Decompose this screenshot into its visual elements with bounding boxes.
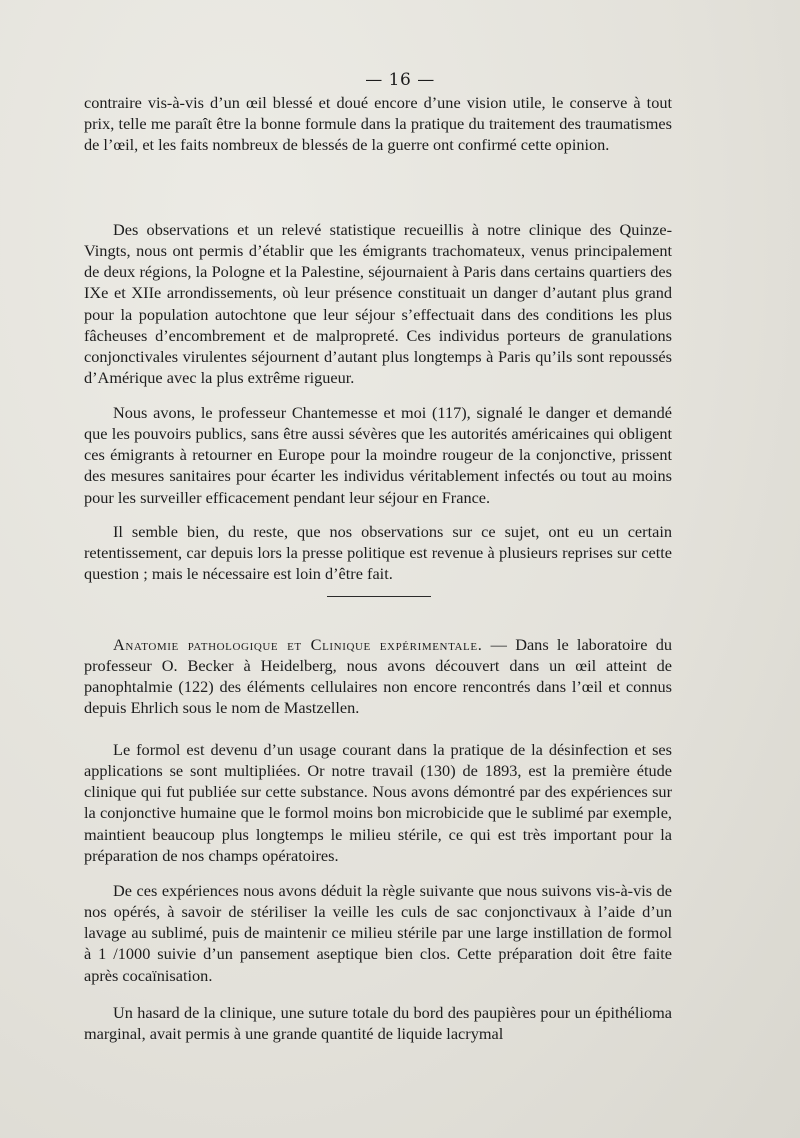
- paragraph-5: [84, 634, 672, 719]
- paragraph-1: [84, 92, 672, 155]
- paragraph-6: [84, 739, 672, 866]
- paragraph-3: [84, 402, 672, 508]
- paragraph-3-text: Nous avons, le professeur Chantemesse et moi (117), signalé le danger et demandé que les pouvoirs publics, sans être aussi sévères que les autorités américaines qui obligent ces émigrants à retourner en Europe pour la moindre rougeur de la conjonctive, prissent des mesures sanitaires pour écarter les individus véritablement infectés ou tout au moins pour les surveiller efficacement pendant leur séjour en France.: [84, 403, 672, 507]
- paragraph-7: [84, 880, 672, 986]
- paragraph-4: [84, 521, 672, 584]
- section-heading: Anatomie pathologique et Clinique expérimentale.: [113, 635, 483, 654]
- paragraph-8: [84, 1002, 672, 1044]
- paragraph-5-body: — Dans le laboratoire du professeur O. Becker à Heidelberg, nous avons découvert dans un œil atteint de panophtalmie (122) des éléments cellulaires non encore rencontrés dans l’œil et connus depuis Ehrlich sous le nom de Mastzellen.: [84, 635, 672, 718]
- section-divider: [327, 596, 431, 597]
- paragraph-5-text: [84, 634, 672, 719]
- paragraph-7-text: De ces expériences nous avons déduit la règle suivante que nous suivons vis-à-vis de nos opérés, à savoir de stériliser la veille les culs de sac conjonctivaux à l’aide d’un lavage au sublimé, puis de maintenir ce milieu stérile par une large instillation de formol à 1 /1000 suivie d’un pansement aseptique bien clos. Cette préparation doit être faite après cocaïnisation.: [84, 881, 672, 985]
- paragraph-2-text: Des observations et un relevé statistique recueillis à notre clinique des Quinze-Vingts, nous ont permis d’établir que les émigrants trachomateux, venus principalement de deux régions, la Pologne et la Palestine, séjournaient à Paris dans certains quartiers des IXe et XIIe arrondissements, où leur présence constituait un danger d’autant plus grand pour la population autochtone que leur séjour s’effectuait dans des conditions les plus fâcheuses d’encombrement et de malpropreté. Ces individus porteurs de granulations conjonctivales virulentes séjournent d’autant plus longtemps à Paris qu’ils sont repoussés d’Amérique avec la plus extrême rigueur.: [84, 220, 672, 388]
- paragraph-4-text: Il semble bien, du reste, que nos observations sur ce sujet, ont eu un certain retentissement, car depuis lors la presse politique est revenue à plusieurs reprises sur cette question ; mais le nécessaire est loin d’être fait.: [84, 522, 672, 584]
- page-number: — 16 —: [365, 70, 435, 90]
- paragraph-1-text: contraire vis-à-vis d’un œil blessé et doué encore d’une vision utile, le conserve à tout prix, telle me paraît être la bonne formule dans la pratique du traitement des traumatismes de l’œil, et les faits nombreux de blessés de la guerre ont confirmé cette opinion.: [84, 93, 672, 155]
- paragraph-6-text: Le formol est devenu d’un usage courant dans la pratique de la désinfection et ses applications se sont multipliées. Or notre travail (130) de 1893, est la première étude clinique qui fut publiée sur cette substance. Nous avons démontré par des expériences sur la conjonctive humaine que le formol moins bon microbicide que le sublimé par exemple, maintient beaucoup plus longtemps le milieu stérile, ce qui est très important pour la préparation de nos champs opératoires.: [84, 740, 672, 865]
- paragraph-8-text: Un hasard de la clinique, une suture totale du bord des paupières pour un épithélioma marginal, avait permis à une grande quantité de liquide lacrymal: [84, 1003, 672, 1044]
- paragraph-2: [84, 219, 672, 388]
